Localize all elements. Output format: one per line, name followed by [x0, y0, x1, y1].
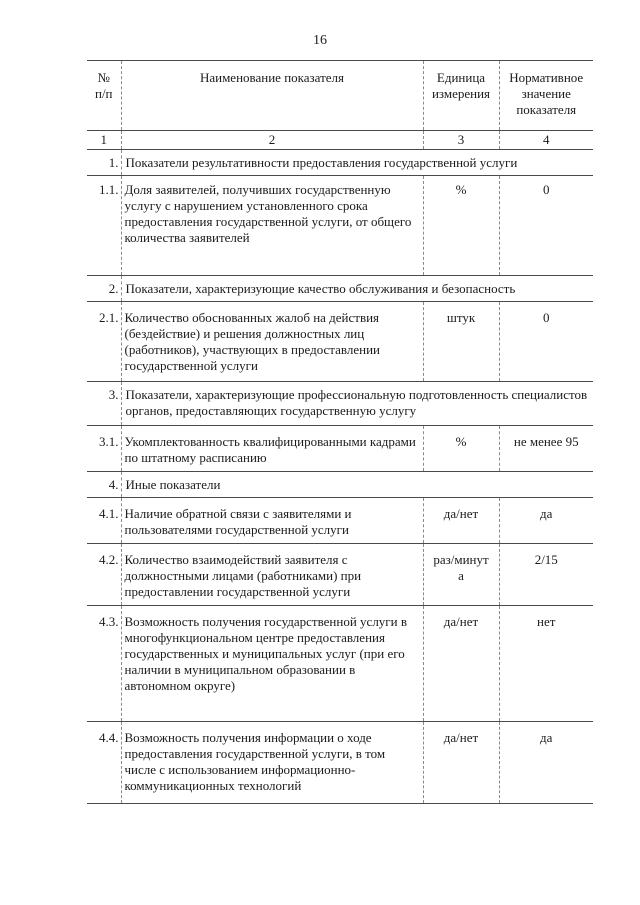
row-number: 4.2. — [87, 544, 121, 606]
header-name: Наименование показателя — [121, 61, 423, 131]
table-row — [87, 722, 593, 804]
row-number: 4.1. — [87, 498, 121, 544]
table-header-row — [87, 61, 593, 131]
indicator-norm: 0 — [499, 302, 593, 382]
row-number: 2. — [87, 276, 121, 302]
section-row — [87, 472, 593, 498]
indicator-unit: да/нет — [423, 498, 499, 544]
indicator-name: Укомплектованность квалифицированными кадрами по штатному расписанию — [121, 426, 423, 472]
indicator-name: Доля заявителей, получивших государственную услугу с нарушением установленного срока предоставления государственной услуги, от общего количества заявителей — [121, 176, 423, 276]
column-number: 1 — [87, 131, 121, 150]
table-row — [87, 544, 593, 606]
table-row — [87, 176, 593, 276]
indicator-name: Количество обоснованных жалоб на действия (бездействие) и решения должностных лиц (работников), участвующих в предоставлении государственной услуги — [121, 302, 423, 382]
header-unit: Единица измерения — [423, 61, 499, 131]
column-number: 4 — [499, 131, 593, 150]
section-title: Показатели, характеризующие профессиональную подготовленность специалистов органов, предоставляющих государственную услугу — [121, 382, 593, 426]
indicators-table — [87, 60, 593, 804]
page-number: 16 — [313, 33, 327, 48]
indicator-name: Возможность получения государственной услуги в многофункциональном центре предоставления государственных и муниципальных услуг (при его наличии в муниципальном образовании в автономном округе) — [121, 606, 423, 722]
column-number: 3 — [423, 131, 499, 150]
indicator-unit: % — [423, 176, 499, 276]
indicator-norm: 0 — [499, 176, 593, 276]
indicator-unit: да/нет — [423, 606, 499, 722]
column-numbers-row — [87, 131, 593, 150]
section-row — [87, 276, 593, 302]
row-number: 4. — [87, 472, 121, 498]
indicator-unit: да/нет — [423, 722, 499, 804]
row-number: 3. — [87, 382, 121, 426]
indicator-norm: не менее 95 — [499, 426, 593, 472]
indicator-unit: штук — [423, 302, 499, 382]
section-row — [87, 382, 593, 426]
indicator-norm: да — [499, 498, 593, 544]
table-row — [87, 426, 593, 472]
header-num: № п/п — [87, 61, 121, 131]
table-row — [87, 606, 593, 722]
table-row — [87, 302, 593, 382]
indicator-name: Возможность получения информации о ходе предоставления государственной услуги, в том числе с использованием информационно-коммуникационных технологий — [121, 722, 423, 804]
indicator-norm: 2/15 — [499, 544, 593, 606]
indicator-norm: нет — [499, 606, 593, 722]
section-row — [87, 150, 593, 176]
indicator-name: Количество взаимодействий заявителя с должностными лицами (работниками) при предоставлении государственной услуги — [121, 544, 423, 606]
indicator-unit: % — [423, 426, 499, 472]
row-number: 4.3. — [87, 606, 121, 722]
table-row — [87, 498, 593, 544]
section-title: Иные показатели — [121, 472, 593, 498]
row-number: 1. — [87, 150, 121, 176]
column-number: 2 — [121, 131, 423, 150]
indicator-name: Наличие обратной связи с заявителями и пользователями государственной услуги — [121, 498, 423, 544]
row-number: 3.1. — [87, 426, 121, 472]
indicator-norm: да — [499, 722, 593, 804]
section-title: Показатели результативности предоставления государственной услуги — [121, 150, 593, 176]
row-number: 4.4. — [87, 722, 121, 804]
section-title: Показатели, характеризующие качество обслуживания и безопасность — [121, 276, 593, 302]
indicator-unit: раз/минут а — [423, 544, 499, 606]
header-norm: Нормативное значение показателя — [499, 61, 593, 131]
row-number: 2.1. — [87, 302, 121, 382]
row-number: 1.1. — [87, 176, 121, 276]
